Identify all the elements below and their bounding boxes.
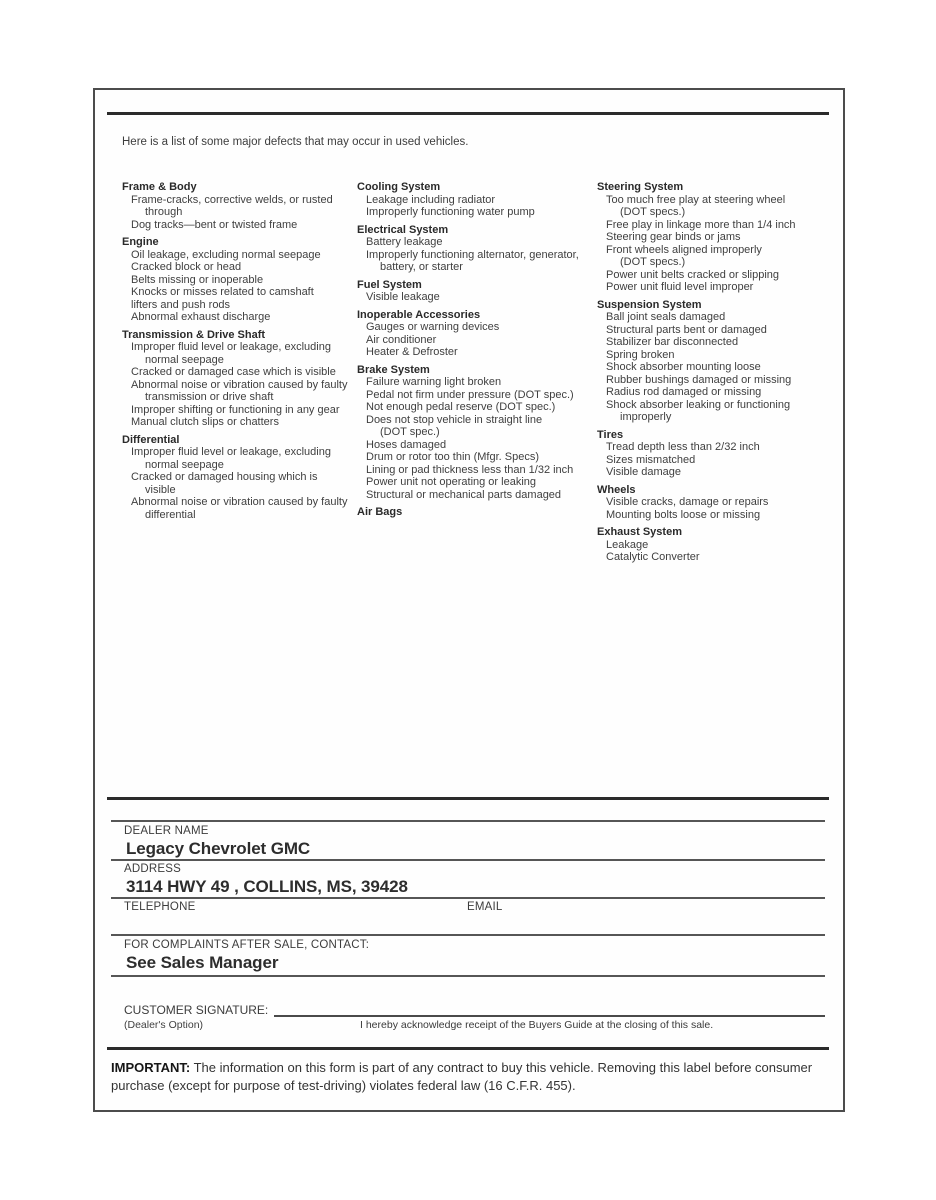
- defect-section-title: Wheels: [597, 483, 636, 496]
- defect-item: Ball joint seals damaged: [606, 311, 726, 323]
- defect-item: Structural or mechanical parts damaged: [366, 488, 562, 501]
- defect-item: Improper fluid level or leakage, excluding: [131, 446, 331, 458]
- defect-item: Belts missing or inoperable: [131, 273, 264, 286]
- defect-item: Visible cracks, damage or repairs: [606, 496, 769, 508]
- defect-item: Lining or pad thickness less than 1/32 inch: [366, 463, 574, 476]
- defect-item: Visible damage: [606, 466, 682, 478]
- defect-item: Mounting bolts loose or missing: [606, 508, 761, 521]
- defect-section: [597, 299, 829, 424]
- dealer-section-rule: [107, 797, 829, 800]
- defect-item: Improperly functioning alternator, generator,: [366, 248, 579, 261]
- defect-item: Cracked block or head: [131, 261, 242, 273]
- defect-item: differential: [145, 508, 196, 521]
- important-label: IMPORTANT:: [111, 1060, 191, 1075]
- defect-item: Does not stop vehicle in straight line: [366, 413, 543, 426]
- top-rule: [107, 112, 829, 115]
- defect-item: Tread depth less than 2/32 inch: [606, 441, 760, 453]
- complaints-label: FOR COMPLAINTS AFTER SALE, CONTACT:: [124, 939, 370, 951]
- defect-section: [357, 181, 597, 219]
- defect-item: visible: [145, 483, 176, 496]
- defect-item: Pedal not firm under pressure (DOT spec.): [366, 388, 574, 401]
- defect-section: [357, 279, 597, 304]
- defect-section-title: Inoperable Accessories: [357, 308, 481, 321]
- defect-item: Visible leakage: [366, 291, 440, 303]
- signature-line: [274, 1015, 825, 1017]
- defects-column-1: [122, 181, 357, 521]
- defect-item: Knocks or misses related to camshaft: [131, 286, 314, 298]
- defect-section-title: Steering System: [597, 181, 684, 193]
- defect-item: Frame-cracks, corrective welds, or rusted: [131, 193, 333, 206]
- defect-item: Catalytic Converter: [606, 551, 700, 563]
- defect-item: Shock absorber mounting loose: [606, 361, 761, 373]
- defect-item: Improper fluid level or leakage, excluding: [131, 341, 331, 353]
- defect-item: Power unit not operating or leaking: [366, 476, 536, 488]
- dealer-name-underline: [111, 859, 825, 861]
- defect-item: through: [145, 206, 183, 218]
- defect-item: Air conditioner: [366, 333, 437, 346]
- defect-section-title: Electrical System: [357, 223, 449, 236]
- email-label: EMAIL: [467, 901, 503, 913]
- defect-section-title: Tires: [597, 428, 624, 441]
- defect-section-title: Brake System: [357, 363, 430, 376]
- defect-section-title: Air Bags: [357, 506, 403, 518]
- dealer-name-label: DEALER NAME: [124, 825, 209, 837]
- defect-item: Abnormal exhaust discharge: [131, 311, 271, 323]
- buyers-guide-back-page: [93, 88, 845, 1112]
- defect-item: Abnormal noise or vibration caused by faulty: [131, 378, 348, 391]
- defect-section: [122, 181, 357, 231]
- defect-item: Rubber bushings damaged or missing: [606, 373, 792, 386]
- defect-item: Steering gear binds or jams: [606, 231, 741, 243]
- defect-item: Stabilizer bar disconnected: [606, 336, 739, 348]
- address-value: 3114 HWY 49 , COLLINS, MS, 39428: [126, 877, 408, 896]
- defect-item: Improperly functioning water pump: [366, 206, 535, 218]
- defect-section-title: Cooling System: [357, 181, 441, 193]
- defect-item: Cracked or damaged case which is visible: [131, 366, 336, 378]
- defect-item: Front wheels aligned improperly: [606, 243, 762, 256]
- defect-item: Structural parts bent or damaged: [606, 323, 767, 336]
- dealers-option-label: (Dealer's Option): [124, 1019, 204, 1031]
- address-underline: [111, 897, 825, 899]
- important-text: The information on this form is part of any contract to buy this vehicle. Removing this label before consumer purchase (except for purpose of test-driving) violates federal law (16 C.F.R. 455).: [111, 1060, 813, 1093]
- defect-section-title: Transmission & Drive Shaft: [122, 328, 266, 341]
- defect-section-title: Frame & Body: [122, 181, 197, 193]
- defect-item: normal seepage: [145, 353, 224, 366]
- defect-item: Heater & Defroster: [366, 346, 458, 358]
- defects-column-2: [357, 181, 597, 519]
- defects-column-3: [597, 181, 829, 564]
- defect-item: Improper shifting or functioning in any gear: [131, 403, 340, 416]
- defect-item: (DOT spec.): [380, 426, 440, 438]
- complaints-top-line: [111, 934, 825, 936]
- defect-item: Abnormal noise or vibration caused by faulty: [131, 496, 348, 508]
- defect-section-title: Fuel System: [357, 278, 422, 291]
- defect-item: Drum or rotor too thin (Mfgr. Specs): [366, 451, 539, 463]
- defect-item: Power unit fluid level improper: [606, 281, 754, 293]
- customer-signature-row: [124, 1002, 825, 1017]
- defect-item: Too much free play at steering wheel: [606, 193, 786, 206]
- defect-item: Failure warning light broken: [366, 376, 502, 388]
- dealer-name-top-line: [111, 820, 825, 822]
- defect-item: Free play in linkage more than 1/4 inch: [606, 218, 796, 231]
- defect-item: (DOT specs.): [620, 206, 686, 218]
- defect-item: Dog tracks—bent or twisted frame: [131, 218, 298, 231]
- defect-item: Radius rod damaged or missing: [606, 386, 762, 398]
- defect-section: [357, 506, 597, 519]
- defect-item: (DOT specs.): [620, 256, 686, 268]
- defect-item: Cracked or damaged housing which is: [131, 471, 318, 483]
- defect-item: Sizes mismatched: [606, 453, 696, 466]
- defect-section-title: Suspension System: [597, 298, 702, 311]
- complaints-value: See Sales Manager: [126, 953, 279, 972]
- defect-section-title: Engine: [122, 236, 159, 248]
- defect-section: [122, 434, 357, 522]
- defect-section: [597, 526, 829, 564]
- defect-section: [122, 329, 357, 429]
- important-section-rule: [107, 1047, 829, 1050]
- defect-item: normal seepage: [145, 458, 224, 471]
- defect-item: Leakage including radiator: [366, 193, 496, 206]
- intro-text: Here is a list of some major defects that may occur in used vehicles.: [122, 136, 469, 148]
- address-label: ADDRESS: [124, 863, 181, 875]
- defect-item: Gauges or warning devices: [366, 321, 500, 333]
- defect-item: Manual clutch slips or chatters: [131, 416, 279, 428]
- defect-item: Power unit belts cracked or slipping: [606, 268, 780, 281]
- defect-item: Spring broken: [606, 348, 675, 361]
- defect-item: Shock absorber leaking or functioning: [606, 398, 791, 411]
- defect-item: Hoses damaged: [366, 438, 447, 451]
- defect-item: Oil leakage, excluding normal seepage: [131, 248, 321, 261]
- defect-section: [357, 224, 597, 274]
- defect-section-title: Differential: [122, 433, 180, 446]
- customer-signature-label: CUSTOMER SIGNATURE:: [124, 1003, 269, 1017]
- defect-item: Battery leakage: [366, 236, 443, 248]
- important-notice: [111, 1059, 827, 1094]
- defect-section: [597, 484, 829, 522]
- defect-section: [597, 429, 829, 479]
- acknowledgement-text: I hereby acknowledge receipt of the Buyers Guide at the closing of this sale.: [360, 1019, 714, 1031]
- dealer-name-value: Legacy Chevrolet GMC: [126, 839, 311, 858]
- defect-item: Leakage: [606, 538, 649, 551]
- defect-section-title: Exhaust System: [597, 526, 682, 538]
- defect-section: [357, 364, 597, 502]
- defect-item: improperly: [620, 411, 672, 423]
- defect-section: [122, 236, 357, 324]
- defect-section: [357, 309, 597, 359]
- complaints-underline: [111, 975, 825, 977]
- defect-item: transmission or drive shaft: [145, 391, 274, 403]
- defect-item: battery, or starter: [380, 261, 463, 273]
- defect-item: lifters and push rods: [131, 298, 231, 311]
- defect-item: Not enough pedal reserve (DOT spec.): [366, 401, 556, 413]
- telephone-label: TELEPHONE: [124, 901, 196, 913]
- defect-section: [597, 181, 829, 294]
